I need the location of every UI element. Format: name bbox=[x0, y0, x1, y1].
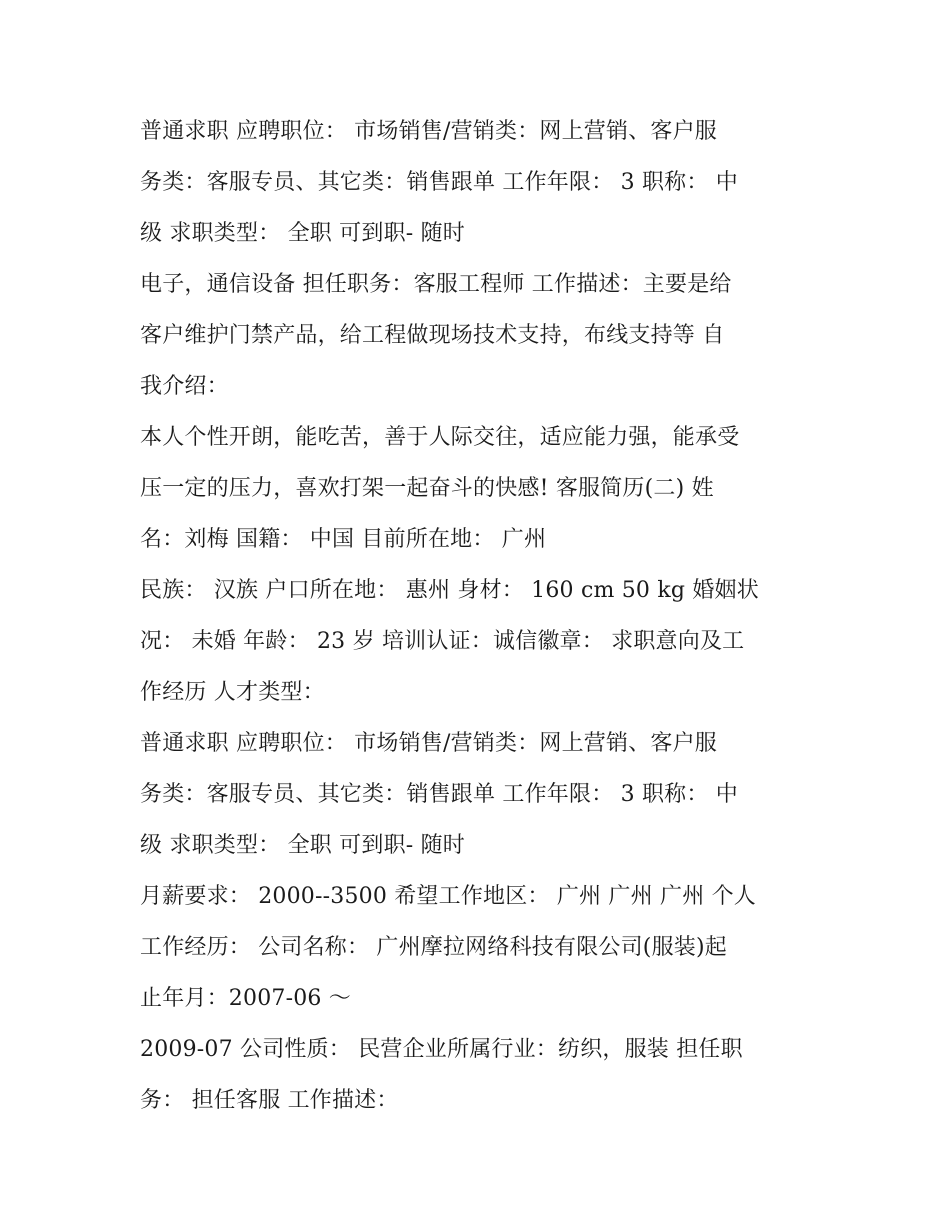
text-line: 务类：客服专员、其它类：销售跟单 工作年限： 3 职称： 中 bbox=[140, 170, 738, 195]
document-body bbox=[140, 106, 820, 1126]
text-line: 压一定的压力，喜欢打架一起奋斗的快感! 客服简历(二) 姓 bbox=[140, 476, 714, 501]
text-line: 作经历 人才类型： bbox=[140, 680, 325, 705]
text-line: 务类：客服专员、其它类：销售跟单 工作年限： 3 职称： 中 bbox=[140, 782, 738, 807]
text-line: 2009-07 公司性质： 民营企业所属行业：纺织，服装 担任职 bbox=[140, 1037, 743, 1062]
text-line: 务： 担任客服 工作描述： bbox=[140, 1088, 399, 1113]
text-line: 普通求职 应聘职位： 市场销售/营销类：网上营销、客户服 bbox=[140, 731, 718, 756]
text-line: 况： 未婚 年龄： 23 岁 培训认证：诚信徽章： 求职意向及工 bbox=[140, 629, 745, 654]
text-line: 电子，通信设备 担任职务：客服工程师 工作描述：主要是给 bbox=[140, 272, 732, 297]
text-line: 我介绍： bbox=[140, 374, 229, 399]
text-line: 普通求职 应聘职位： 市场销售/营销类：网上营销、客户服 bbox=[140, 119, 718, 144]
text-line: 级 求职类型： 全职 可到职- 随时 bbox=[140, 221, 466, 246]
text-line: 客户维护门禁产品，给工程做现场技术支持，布线支持等 自 bbox=[140, 323, 725, 348]
text-line: 月薪要求： 2000--3500 希望工作地区： 广州 广州 广州 个人 bbox=[140, 884, 757, 909]
text-line: 止年月：2007-06 ～ bbox=[140, 986, 352, 1011]
text-line: 本人个性开朗，能吃苦，善于人际交往，适应能力强，能承受 bbox=[140, 425, 740, 450]
text-line: 民族： 汉族 户口所在地： 惠州 身材： 160 cm 50 kg 婚姻状 bbox=[140, 578, 759, 603]
text-line: 工作经历： 公司名称： 广州摩拉网络科技有限公司(服装)起 bbox=[140, 935, 727, 960]
text-line: 名：刘梅 国籍： 中国 目前所在地： 广州 bbox=[140, 527, 547, 552]
text-line: 级 求职类型： 全职 可到职- 随时 bbox=[140, 833, 466, 858]
